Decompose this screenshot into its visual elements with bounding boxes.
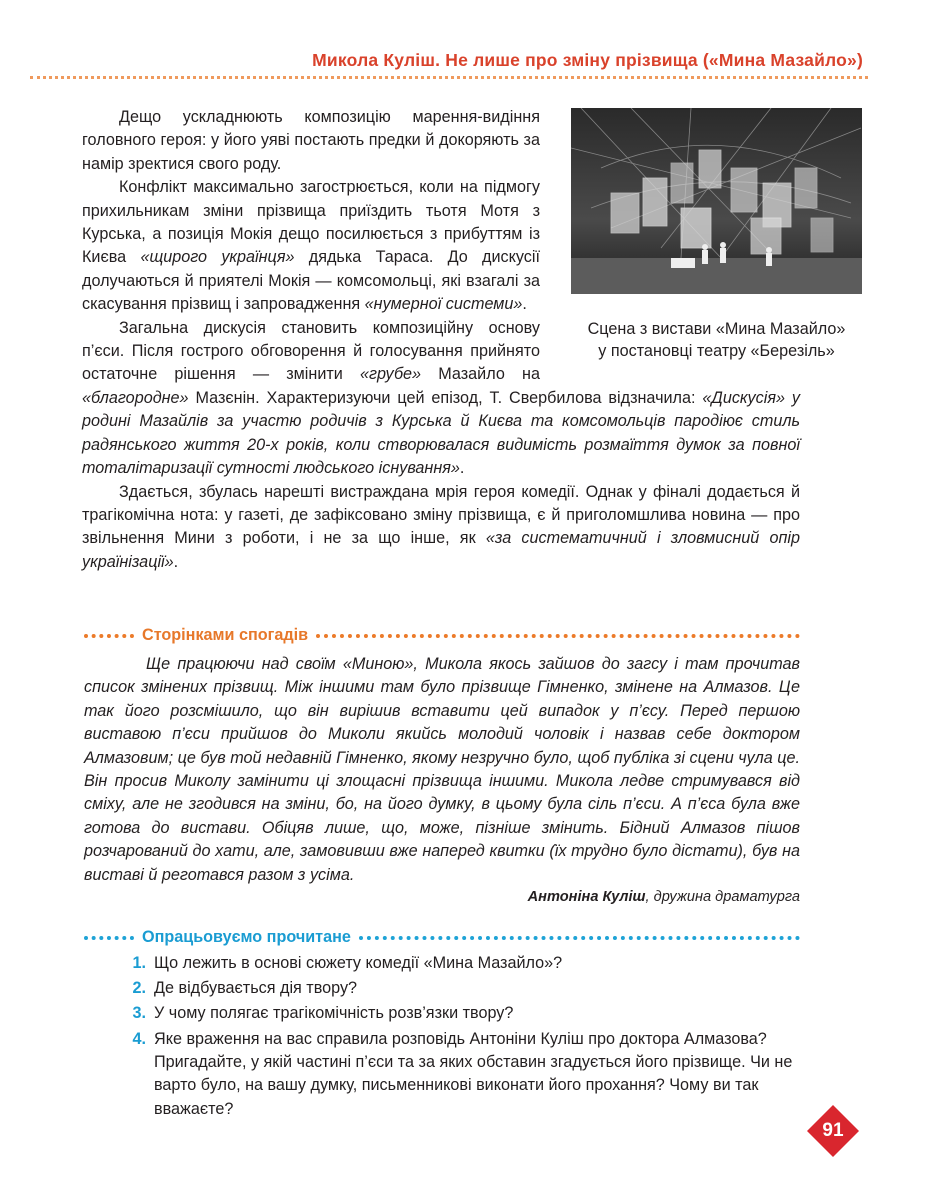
paragraph-2-quote-b: «нумерної системи» bbox=[364, 295, 523, 314]
memoir-section-heading bbox=[84, 625, 800, 645]
caption-line-2: у постановці театру «Березіль» bbox=[598, 342, 835, 360]
question-number: 4. bbox=[132, 1029, 146, 1048]
paragraph-4-text-a: Здається, збулась нарешті вистраждана мрія героя комедії. Однак у фіналі додається й трагікомічна нота: у газеті, де зафіксовано зміну прізвища, є й приголомшлива новина — про звільнення Мини з роботи, і не за що інше, як bbox=[82, 482, 800, 548]
page-number: 91 bbox=[822, 1120, 844, 1141]
paragraph-3-text-b: Мазайло на bbox=[421, 365, 540, 384]
memoir-heading-label: Сторінками спогадів bbox=[142, 625, 309, 644]
questions-list bbox=[120, 952, 800, 1123]
paragraph-3-text-c: Мазєнін. Характеризуючи цей епізод, Т. Свербилова відзначила: bbox=[188, 388, 703, 407]
paragraph-2-text-a: Конфлікт максимально загострюється, коли на підмогу прихильникам зміни прізвища приїздить тьотя Мотя з Курська, а позиція Мокія дещо посилюється з прибуттям із Києва bbox=[82, 178, 540, 267]
photo-float-spacer bbox=[540, 106, 800, 386]
question-text: Яке враження на вас справила розповідь Антоніни Куліш про доктора Алмазова? Пригадайте, у якій частині п’єси та за яких обставин згадується його прізвище. Чи не варто було, на вашу думку, письменникові виконати його прохання? Чому ви так вважаєте? bbox=[154, 1029, 793, 1118]
paragraph-2-text-c: . bbox=[522, 295, 527, 314]
paragraph-3-text-d: . bbox=[459, 459, 465, 478]
paragraph-4 bbox=[82, 481, 800, 575]
question-item bbox=[120, 977, 800, 1000]
paragraph-3-text-a: Загальна дискусія становить композиційну основу п’єси. Після гострого обговорення й голосування прийнято остаточне рішення — змінити bbox=[82, 318, 540, 384]
heading-dots-right bbox=[359, 936, 800, 940]
heading-dots-left bbox=[84, 634, 134, 638]
paragraph-1-text: Дещо ускладнюють композицію марення-видіння головного героя: у його уяві постають предки й докоряють за намір зректися свого роду. bbox=[82, 108, 540, 173]
memoir-author: Антоніна Куліш bbox=[527, 889, 646, 905]
heading-dots-left bbox=[84, 936, 134, 940]
caption-line-1: Сцена з вистави «Мина Мазайло» bbox=[587, 320, 846, 338]
question-number: 1. bbox=[132, 954, 146, 972]
paragraph-2-quote-a: «щирого українця» bbox=[140, 248, 295, 267]
questions-section-heading bbox=[84, 927, 800, 947]
memoir-attribution bbox=[528, 889, 800, 905]
main-text bbox=[82, 106, 800, 574]
questions-heading-label: Опрацьовуємо прочитане bbox=[142, 927, 351, 946]
paragraph-4-quote: «за систематичний і зловмисний опір українізації» bbox=[82, 529, 800, 571]
paragraph-3-quote-b: «благородне» bbox=[82, 388, 189, 407]
question-number: 2. bbox=[132, 979, 146, 998]
question-text: У чому полягає трагікомічність розв’язки твору? bbox=[154, 1004, 514, 1023]
paragraph-3-citation: «Дискусія» у родині Мазайлів за участю родичів з Курська й Києва та комсомольців пародіює стиль радянського життя 20-х років, коли створювалася видимість розмаїття думок за повної тоталітаризації сутності людського існування» bbox=[82, 388, 801, 478]
memoir-paragraph: Ще працюючи над своїм «Миною», Микола якось зайшов до загсу і там прочитав список змінених прізвищ. Між іншими там було прізвище Гімненко, змінене на Алмазов. Це так його розсмішило, що він вирішив вставити цей випадок у п’єсу. Перед першою виставою п’єси прийшов до Миколи якийсь молодий чоловік і назвав себе доктором Алмазовим; це був той недавній Гімненко, якому незручно було, щоб публіка зі сцени чула це. Він просив Миколу замінити ці злощасні прізвища іншими. Микола ледве стримувався від сміху, але не згодився на зміни, бо, на його думку, в цьому була сіль п’єси. А п’єса була вже готова до вистави. Обіцяв лише, що, може, пізніше змінить. Бідний Алмазов пішов розчарований до хати, але, замовивши вже наперед квитки (їх трудно було дістати), був на виставі й реготався разом з усіма. bbox=[84, 655, 800, 884]
question-item bbox=[120, 1028, 800, 1122]
question-text: Де відбувається дія твору? bbox=[154, 979, 358, 998]
paragraph-3-quote-a: «грубе» bbox=[360, 365, 422, 384]
header-divider bbox=[30, 76, 868, 79]
memoir-author-role: , дружина драматурга bbox=[645, 889, 800, 905]
memoir-text bbox=[84, 653, 800, 887]
question-item bbox=[120, 1002, 800, 1025]
heading-dots-right bbox=[316, 634, 800, 638]
paragraph-4-text-b: . bbox=[173, 552, 179, 571]
paragraph-2-text-b: дядька Тараса. До дискусії долучаються й приятелі Мокія — комсомольці, які взагалі за скасування прізвищ і запровадження bbox=[82, 248, 540, 314]
running-title: Микола Куліш. Не лише про зміну прізвища («Мина Мазайло») bbox=[312, 50, 863, 70]
question-item bbox=[120, 952, 800, 975]
question-text: Що лежить в основі сюжету комедії «Мина Мазайло»? bbox=[154, 954, 563, 972]
question-number: 3. bbox=[132, 1004, 146, 1023]
